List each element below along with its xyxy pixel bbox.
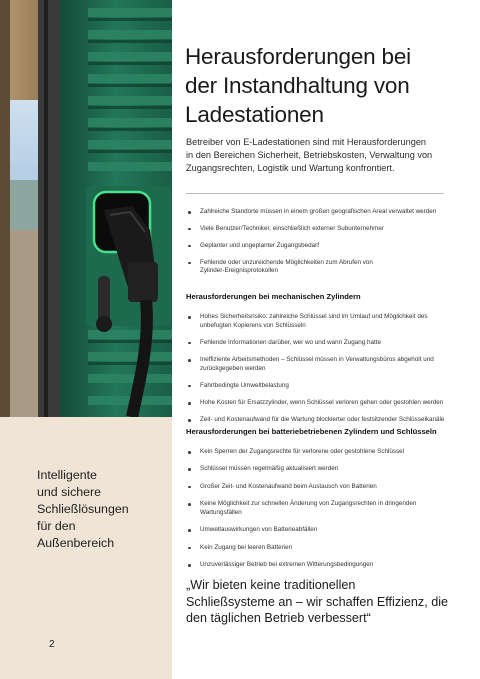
list-item-text: Zeit- und Kostenaufwand für die Wartung blockierter oder festsitzender Schlüsselkanäle	[200, 416, 445, 424]
content-column	[172, 0, 480, 679]
sidebar-heading-line: Außenbereich	[37, 536, 115, 550]
quote-line: den täglichen Betrieb verbessert“	[186, 611, 371, 626]
mechanical-challenges-list	[186, 313, 466, 433]
sidebar-heading-line: Intelligente	[37, 468, 97, 482]
quote-line: „Wir bieten keine traditionellen	[186, 578, 356, 592]
list-item-text: Geplanter und ungeplanter Zugangsbedarf	[200, 241, 320, 249]
section-divider	[186, 193, 444, 194]
quote-line: Schließsysteme an – wir schaffen Effizienz, die	[186, 594, 449, 609]
list-item	[186, 259, 466, 276]
page-title-line: der Instandhaltung von	[185, 73, 410, 98]
list-item-text: Keine Möglichkeit zur schnellen Änderung von Zugangsrechten in dringenden	[200, 500, 417, 508]
list-item	[186, 382, 466, 391]
list-item-text: Fehlende oder unzureichende Möglichkeiten zum Abrufen von	[200, 258, 373, 266]
intro-paragraph	[186, 136, 471, 176]
page-title-line: Ladestationen	[185, 102, 324, 127]
sidebar-panel	[0, 417, 172, 679]
page-number: 2	[49, 639, 55, 650]
list-item-text: Zylinder-Ereignisprotokollen	[200, 267, 279, 275]
list-item	[186, 313, 466, 330]
list-item	[186, 465, 466, 474]
list-item	[186, 500, 466, 517]
sidebar-heading-line: und sichere	[37, 485, 102, 499]
charging-station-photo	[0, 0, 172, 417]
page-title-line: Herausforderungen bei	[185, 44, 411, 69]
list-item	[186, 399, 466, 408]
list-item	[186, 339, 466, 348]
battery-section-heading: Herausforderungen bei batteriebetriebenen Zylindern und Schlüsseln	[186, 427, 437, 436]
list-item-text: Fehlende Informationen darüber, wer wo und wann Zugang hatte	[200, 338, 381, 346]
list-item	[186, 544, 466, 553]
list-item	[186, 561, 466, 570]
intro-line: in den Bereichen Sicherheit, Betriebskosten, Verwaltung von	[186, 150, 433, 161]
list-item-text: Zahlreiche Standorte müssen in einem großen geografischen Areal verwaltet werden	[200, 208, 437, 215]
list-item-text: Viele Benutzer/Techniker, einschließlich externer Subunternehmer	[200, 224, 384, 232]
list-item	[186, 448, 466, 457]
general-challenges-list	[186, 208, 466, 284]
list-item-text: Wartungsfällen	[200, 508, 242, 516]
intro-line: Betreiber von E-Ladestationen sind mit Herausforderungen	[186, 137, 427, 147]
list-item-text: zurückgegeben werden	[200, 364, 266, 372]
left-column	[0, 0, 172, 679]
mechanical-section-heading: Herausforderungen bei mechanischen Zylindern	[186, 292, 361, 301]
sidebar-heading-line: Schließlösungen	[37, 502, 129, 516]
list-item-text: Hohe Kosten für Ersatzzylinder, wenn Schlüssel verloren gehen oder gestohlen werden	[200, 398, 444, 406]
pull-quote	[186, 577, 476, 627]
list-item-text: Schlüssel müssen regelmäßig aktualisiert werden	[200, 465, 339, 473]
list-item-text: Großer Zeit- und Kostenaufwand beim Austausch von Batterien	[200, 482, 377, 490]
sidebar-heading	[37, 467, 157, 552]
list-item	[186, 526, 466, 535]
list-item-text: Unzuverlässiger Betrieb bei extremen Witterungsbedingungen	[200, 560, 374, 568]
list-item	[186, 242, 466, 251]
list-item	[186, 356, 466, 373]
list-item	[186, 483, 466, 492]
page-title	[185, 42, 475, 129]
list-item-text: Hohes Sicherheitsrisiko: zahlreiche Schlüssel sind im Umlauf und Möglichkeit des	[200, 313, 428, 320]
list-item-text: Umweltauswirkungen von Batterieabfällen	[200, 526, 318, 534]
list-item-text: Kein Sperren der Zugangsrechte für verlorene oder gestohlene Schlüssel	[200, 448, 405, 455]
sidebar-heading-line: für den	[37, 519, 76, 533]
list-item-text: Fahrtbedingte Umweltbelastung	[200, 381, 289, 389]
list-item	[186, 416, 466, 425]
list-item	[186, 208, 466, 217]
battery-challenges-list	[186, 448, 466, 578]
charging-station-illustration	[0, 0, 172, 417]
list-item-text: Ineffiziente Arbeitsmethoden – Schlüssel müssen in Verwaltungsbüros abgeholt und	[200, 355, 434, 363]
list-item-text: unbefugten Kopierens von Schlüsseln	[200, 321, 306, 329]
list-item	[186, 225, 466, 234]
list-item-text: Kein Zugang bei leeren Batterien	[200, 543, 293, 551]
intro-line: Zugangsrechten, Logistik und Wartung konfrontiert.	[186, 163, 395, 174]
